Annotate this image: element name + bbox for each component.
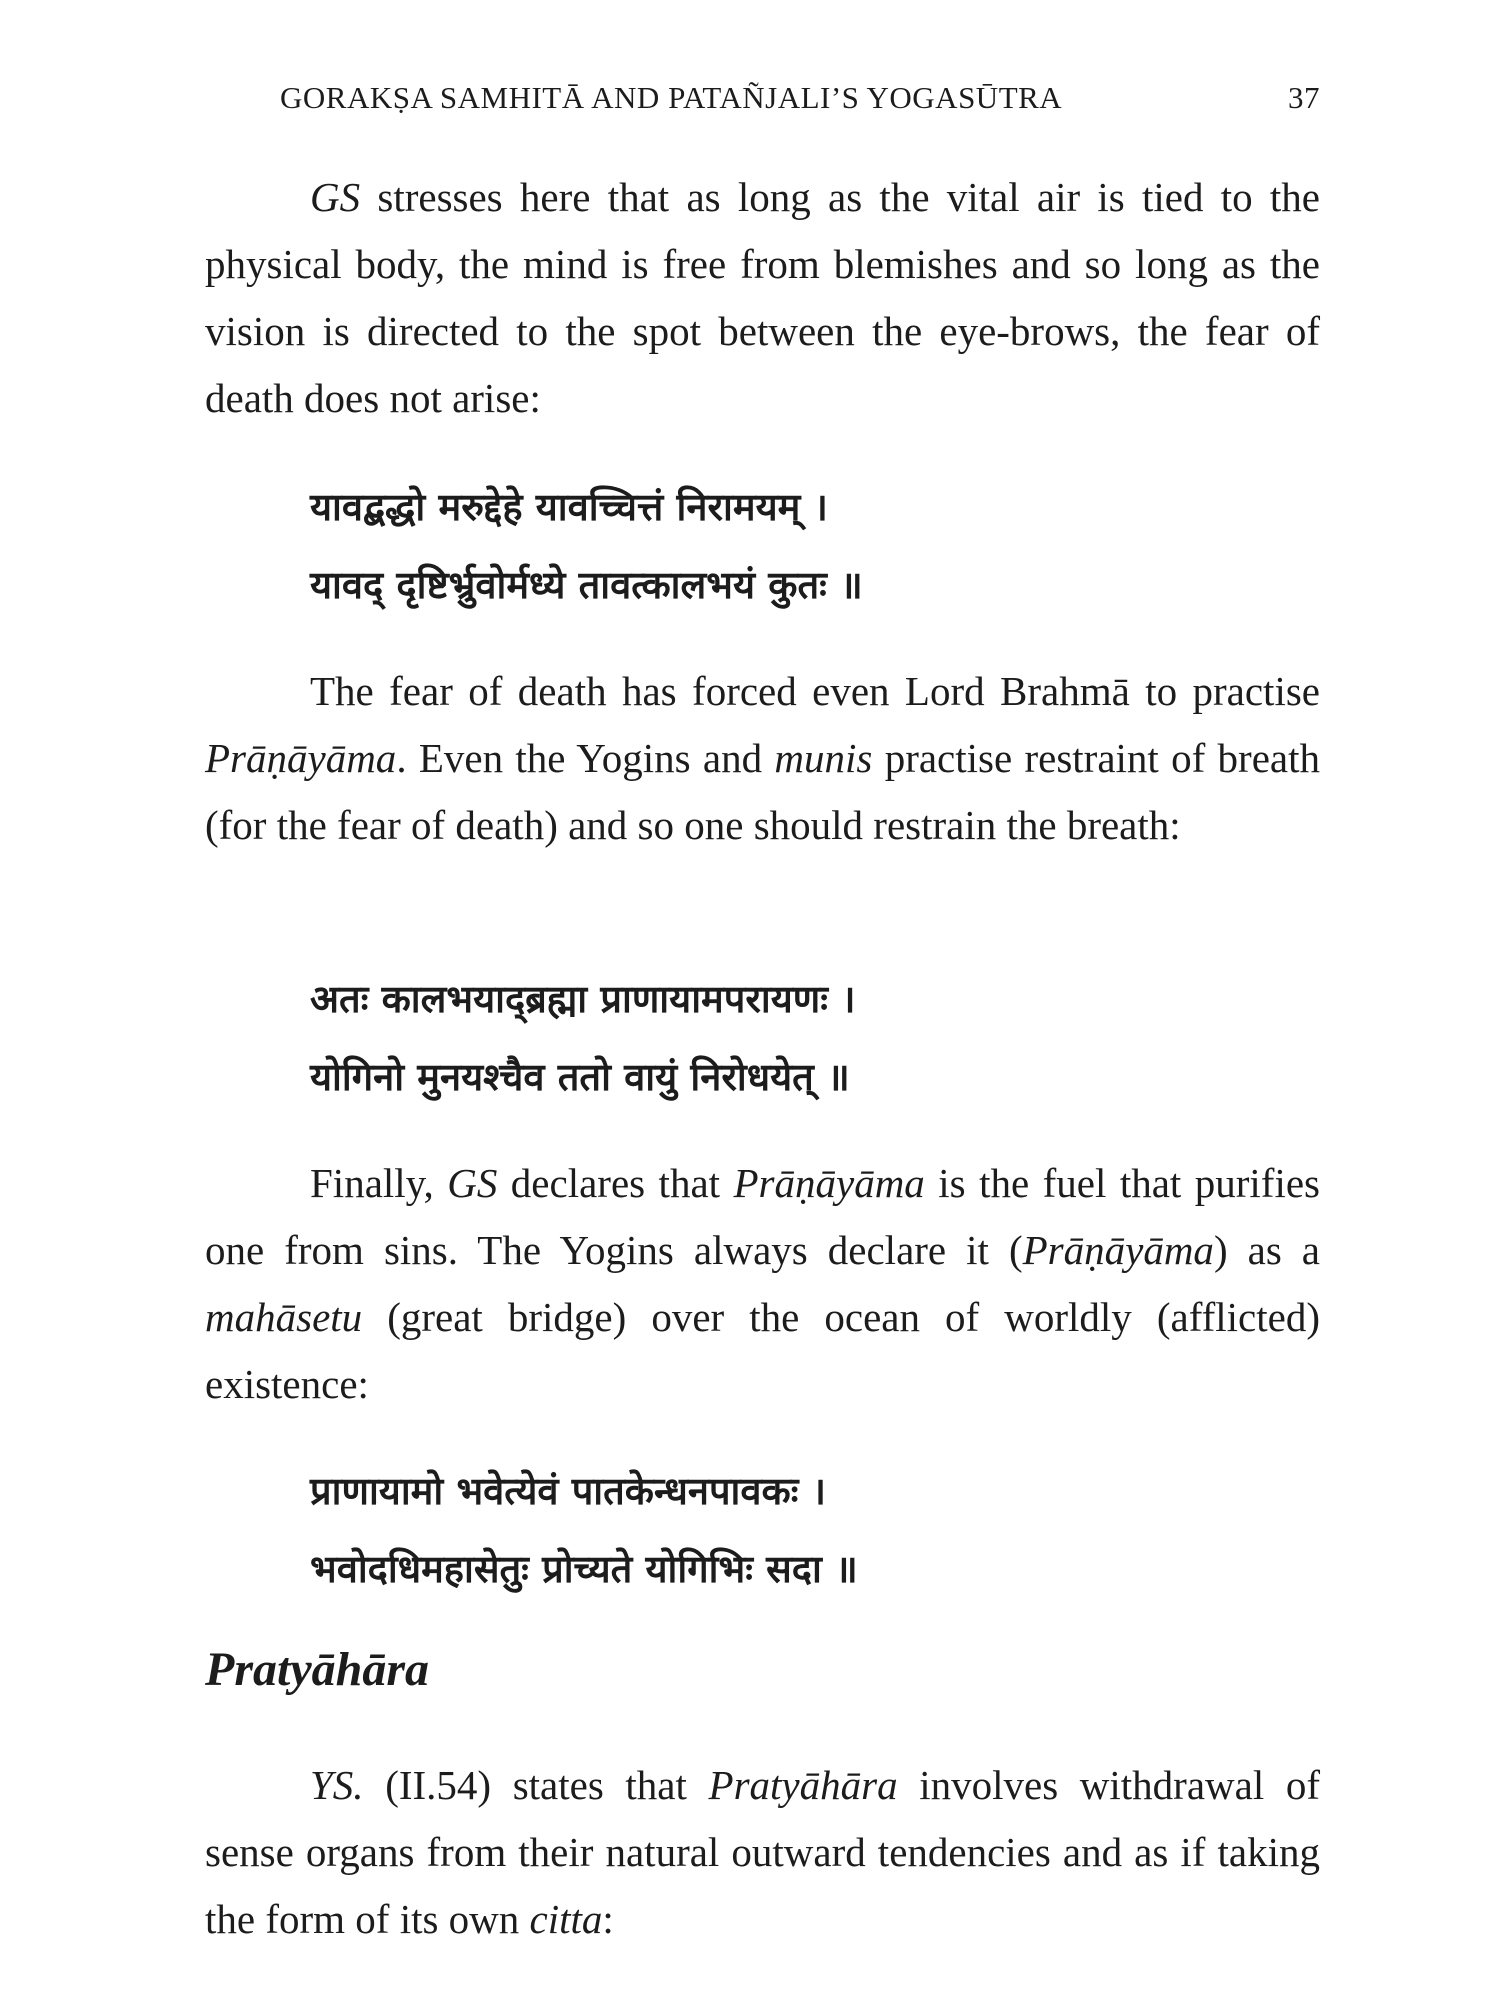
verse-3 [310,1452,1310,1608]
term-pranayama: Prāṇāyāma [733,1160,925,1206]
paragraph-4-part-1: (II.54) states that [363,1762,709,1808]
term-gs: GS [447,1160,498,1206]
paragraph-4 [205,1752,1320,1953]
term-citta: citta [529,1896,603,1942]
paragraph-3-part-4: ) as a [1213,1227,1320,1273]
paragraph-1-text: stresses here that as long as the vital air is tied to the physical body, the mind is free from blemishes and so long as the vision is directed to the spot between the eye-brows, the fear of death does not arise: [205,174,1320,421]
verse-1-line-2: यावद् दृष्टिर्भ्रुवोर्मध्ये तावत्कालभयं कुतः ॥ [310,563,863,607]
term-ys: YS. [310,1762,364,1808]
running-head [280,78,1320,118]
verse-2-line-2: योगिनो मुनयश्चैव ततो वायुं निरोधयेत् ॥ [310,1055,850,1099]
paragraph-4-part-2: involves withdrawal of sense organs from their natural outward tendencies and as if taking the form of its own [205,1762,1321,1942]
paragraph-2-part-1: The fear of death has forced even Lord Brahmā to practise [310,668,1320,714]
paragraph-3-part-1: Finally, [310,1160,448,1206]
running-head-title: GORAKṢA SAMHITĀ AND PATAÑJALI’S YOGASŪTRA [280,80,1063,115]
paragraph-3 [205,1150,1320,1418]
term-gs: GS [310,174,361,220]
verse-1-line-1: यावद्बद्धो मरुद्देहे यावच्चित्तं निरामयम् । [310,485,828,529]
verse-3-line-1: प्राणायामो भवेत्येवं पातकेन्धनपावकः । [310,1469,827,1513]
term-munis: munis [774,735,873,781]
verse-2-line-1: अतः कालभयाद्ब्रह्मा प्राणायामपरायणः । [310,977,856,1021]
term-pratyahara: Pratyāhāra [708,1762,898,1808]
paragraph-2-part-3: practise restraint of breath (for the fear of death) and so one should restrain the breath: [205,735,1320,848]
paragraph-3-part-3: is the fuel that purifies one from sins. The Yogins always declare it ( [205,1160,1321,1273]
paragraph-2-part-2: . Even the Yogins and [396,735,775,781]
term-pranayama: Prāṇāyāma [205,735,397,781]
paragraph-4-part-3: : [602,1896,614,1942]
verse-2 [310,960,1310,1116]
term-mahasetu: mahāsetu [205,1294,363,1340]
term-pranayama: Prāṇāyāma [1022,1227,1214,1273]
verse-1 [310,468,1310,624]
paragraph-3-part-2: declares that [497,1160,734,1206]
page-number: 37 [1288,80,1320,115]
verse-3-line-2: भवोदधिमहासेतुः प्रोच्यते योगिभिः सदा ॥ [310,1547,858,1591]
paragraph-3-part-5: (great bridge) over the ocean of worldly (afflicted) existence: [205,1294,1320,1407]
paragraph-1 [205,164,1320,432]
section-heading: Pratyāhāra [205,1643,430,1696]
paragraph-2 [205,658,1320,859]
